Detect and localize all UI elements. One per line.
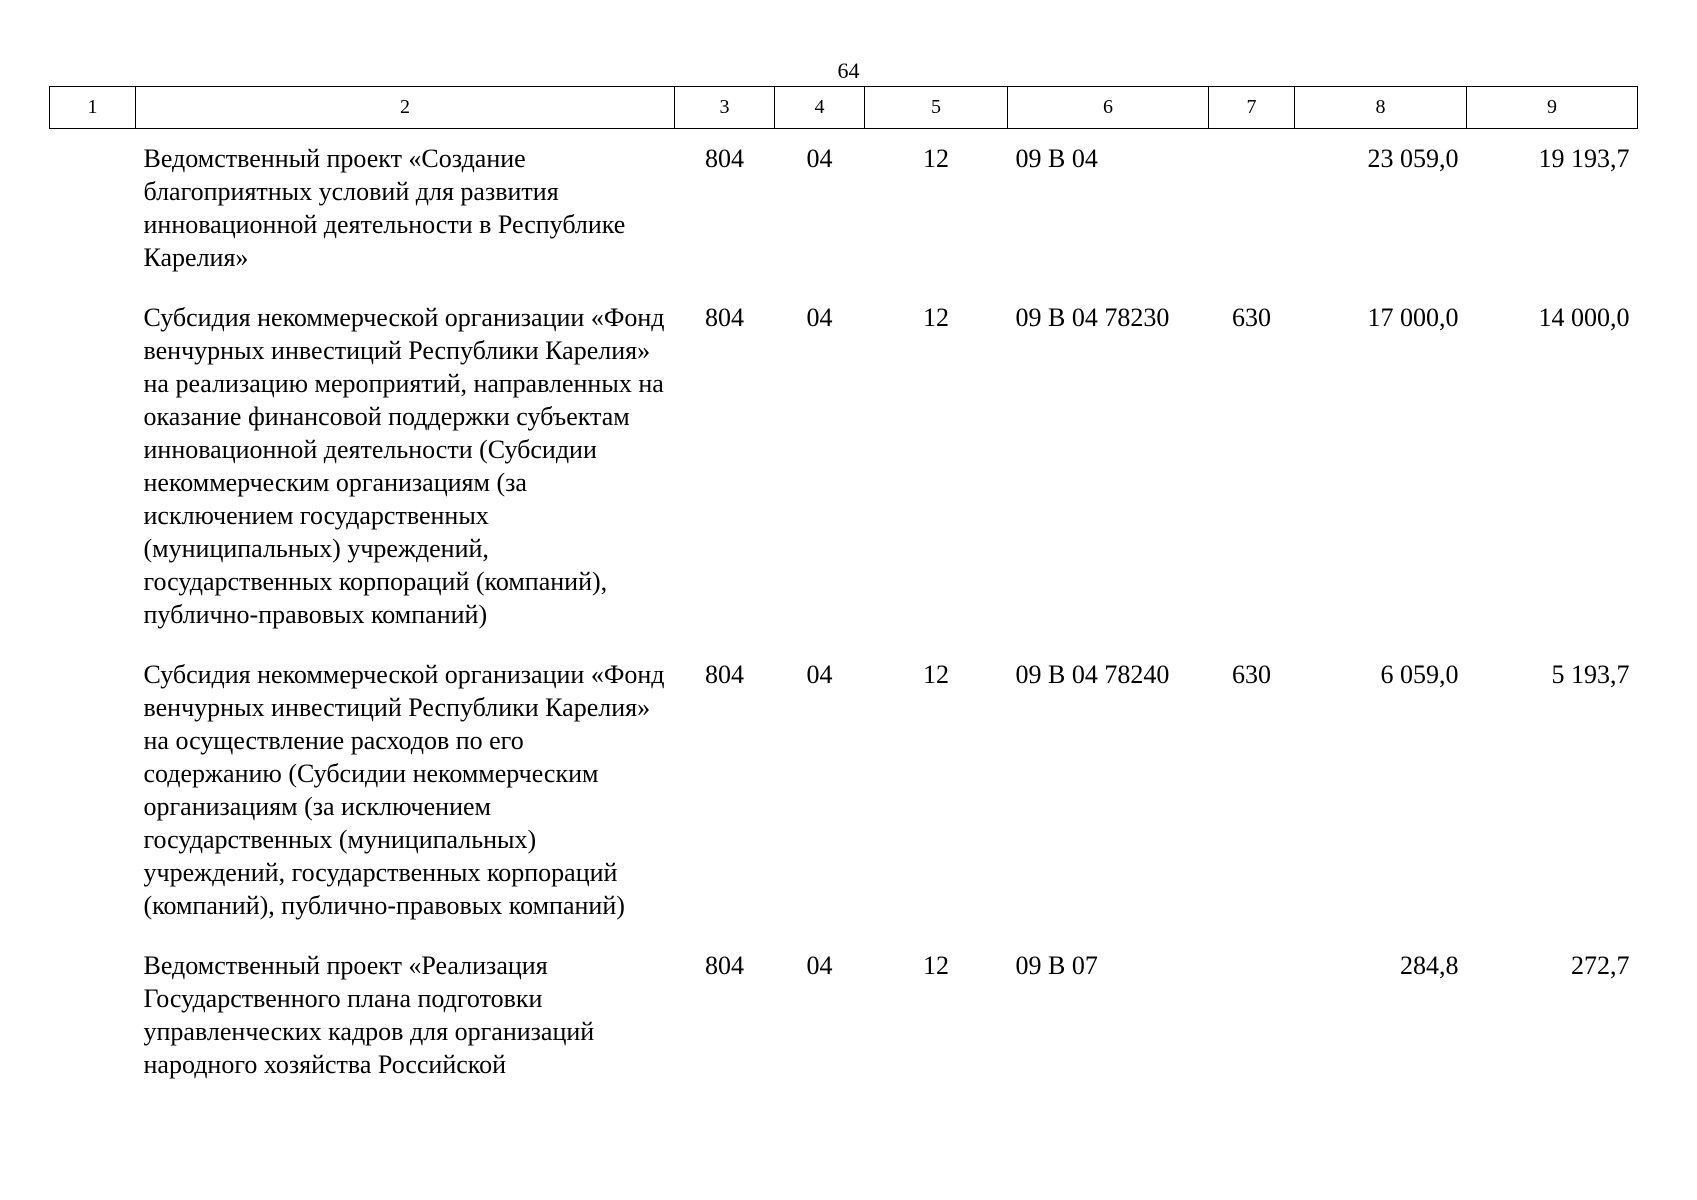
page-number: 64	[837, 58, 860, 83]
expense-name: Ведомственный проект «Создание благоприятных условий для развития инновационной деятельности в Республике Карелия»	[143, 144, 626, 272]
column-number-header-row	[50, 87, 1638, 129]
expense-name: Субсидия некоммерческой организации «Фонд венчурных инвестиций Республики Карелия» на осуществление расходов по его содержанию (Субсидии некоммерческим организациям (за исключением государственных (муниципальных) учреждений, государственных корпораций (компаний), публично-правовых компаний)	[143, 660, 665, 920]
column-header-3: 3	[675, 87, 775, 129]
table-row	[50, 936, 1638, 1095]
amount-col-9: 19 193,7	[1538, 144, 1630, 173]
ministry-code: 804	[705, 144, 744, 173]
subsection-code: 12	[923, 660, 949, 689]
amount-col-9: 14 000,0	[1538, 303, 1630, 332]
section-code: 04	[806, 951, 833, 980]
column-header-6: 6	[1008, 87, 1209, 129]
row-number-cell	[50, 129, 136, 289]
column-header-1: 1	[50, 87, 136, 129]
column-header-2: 2	[136, 87, 675, 129]
ministry-code: 804	[705, 660, 744, 689]
row-number-cell	[50, 645, 136, 936]
table-row	[50, 129, 1638, 289]
subsection-code: 12	[923, 951, 949, 980]
target-article-code: 09 B 04 78230	[1015, 303, 1170, 332]
column-header-8: 8	[1295, 87, 1467, 129]
amount-col-9: 5 193,7	[1551, 660, 1630, 689]
amount-col-8: 23 059,0	[1367, 144, 1459, 173]
column-header-9: 9	[1467, 87, 1638, 129]
ministry-code: 804	[705, 951, 744, 980]
subsection-code: 12	[923, 144, 949, 173]
section-code: 04	[806, 144, 833, 173]
expense-type-code	[1209, 129, 1295, 289]
table-row	[50, 288, 1638, 645]
expense-type-code: 630	[1232, 660, 1271, 689]
expense-type-code: 630	[1232, 303, 1271, 332]
amount-col-8: 17 000,0	[1367, 303, 1459, 332]
row-number-cell	[50, 936, 136, 1095]
target-article-code: 09 B 04	[1015, 144, 1098, 173]
amount-col-8: 6 059,0	[1380, 660, 1459, 689]
target-article-code: 09 B 07	[1015, 951, 1098, 980]
row-number-cell	[50, 288, 136, 645]
section-code: 04	[806, 303, 833, 332]
amount-col-8: 284,8	[1400, 951, 1459, 980]
expense-type-code	[1209, 936, 1295, 1095]
subsection-code: 12	[923, 303, 949, 332]
column-header-7: 7	[1209, 87, 1295, 129]
amount-col-9: 272,7	[1571, 951, 1630, 980]
table-row	[50, 645, 1638, 936]
budget-table	[49, 86, 1638, 1095]
column-header-5: 5	[865, 87, 1008, 129]
ministry-code: 804	[705, 303, 744, 332]
expense-name: Ведомственный проект «Реализация Государственного плана подготовки управленческих кадров для организаций народного хозяйства Российской	[143, 951, 595, 1079]
expense-name: Субсидия некоммерческой организации «Фонд венчурных инвестиций Республики Карелия» на реализацию мероприятий, направленных на оказание финансовой поддержки субъектам инновационной деятельности (Субсидии некоммерческим организациям (за исключением государственных (муниципальных) учреждений, государственных корпораций (компаний), публично-правовых компаний)	[143, 303, 665, 629]
section-code: 04	[806, 660, 833, 689]
column-header-4: 4	[775, 87, 865, 129]
target-article-code: 09 B 04 78240	[1015, 660, 1170, 689]
